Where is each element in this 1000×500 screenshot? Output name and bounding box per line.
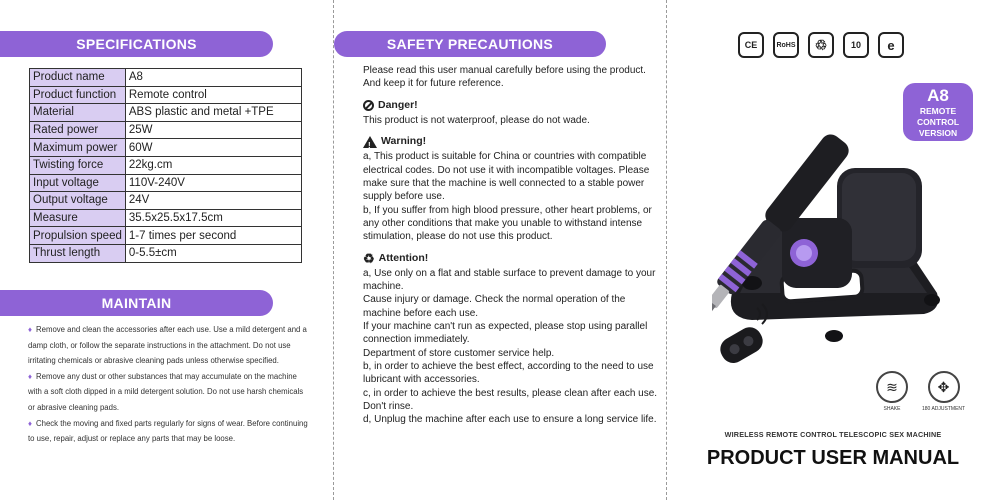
ce-mark-icon: CE (738, 32, 764, 58)
product-image (712, 88, 952, 373)
warning-item: a, This product is suitable for China or countries with compatible electrical codes. Do not use it with incompatible voltages. Please make sure that the machine is well connected to a stable power supply before use. (363, 151, 650, 203)
bullet-icon: ♦ (28, 325, 32, 334)
spec-key: Thrust length (30, 244, 126, 262)
recycle-icon: ♲ (808, 32, 834, 58)
warning-heading: ! Warning! (363, 135, 663, 148)
spec-key: Measure (30, 209, 126, 227)
attention-item: b, in order to achieve the best effect, according to the need to use lubricant with accessories. (363, 360, 654, 386)
badge-line: CONTROL (916, 117, 960, 127)
maintain-banner: MAINTAIN (0, 290, 273, 316)
spec-row (30, 209, 302, 227)
maintain-list (28, 322, 310, 447)
danger-heading: Danger! (363, 99, 663, 112)
spec-row (30, 192, 302, 210)
maintain-item: ♦ Remove any dust or other substances that may accumulate on the machine with a soft cloth dipped in a mild detergent solution. Do not use harsh chemicals or abrasive cleaning pads. (28, 371, 304, 412)
e-mark-icon: e (878, 32, 904, 58)
adjust-arrows-icon: ✥ (928, 371, 960, 403)
spec-value: 60W (125, 139, 301, 157)
feature-adjustment (922, 371, 965, 412)
fold-line-right (666, 0, 667, 500)
recycle-attention-icon: ♻ (363, 250, 375, 266)
spec-row (30, 244, 302, 262)
spec-key: Rated power (30, 121, 126, 139)
attention-heading: ♻ Attention! (363, 250, 429, 266)
spec-key: Maximum power (30, 139, 126, 157)
prohibited-icon (363, 100, 374, 111)
warning-item: b, If you suffer from high blood pressure, other heart problems, or any other conditions that make you unable to withstand intense stimulation, please do not use this product. (363, 204, 652, 243)
spec-value: A8 (125, 69, 301, 87)
spec-value: 1-7 times per second (125, 227, 301, 245)
bullet-icon: ♦ (28, 418, 32, 428)
maintain-item: ♦ Check the moving and fixed parts regularly for signs of wear. Before continuing to use, repair, adjust or replace any parts that may be loose. (28, 418, 308, 444)
attention-item: Cause injury or damage. Check the normal operation of the machine before each use. (363, 294, 626, 319)
shake-icon: ≋ (876, 371, 908, 403)
spec-row (30, 86, 302, 104)
certification-icons (738, 32, 904, 58)
spec-row (30, 139, 302, 157)
danger-text: This product is not waterproof, please do not wade. (363, 114, 590, 126)
specifications-table (29, 68, 302, 263)
specifications-banner: SPECIFICATIONS (0, 31, 273, 57)
spec-key: Material (30, 104, 126, 122)
spec-value: 25W (125, 121, 301, 139)
spec-value: Remote control (125, 86, 301, 104)
attention-item: a, Use only on a flat and stable surface to prevent damage to your machine. (363, 267, 656, 293)
spec-key: Twisting force (30, 156, 126, 174)
safety-intro: Please read this user manual carefully before using the product. And keep it for future reference. (363, 65, 646, 90)
spec-key: Product function (30, 86, 126, 104)
cover-title: PRODUCT USER MANUAL (706, 447, 960, 469)
spec-row (30, 104, 302, 122)
feature-label: SHAKE (883, 406, 901, 412)
spec-key: Product name (30, 69, 126, 87)
spec-row (30, 121, 302, 139)
badge-line: REMOTE (919, 106, 957, 116)
bullet-icon: ♦ (28, 371, 32, 381)
maintain-item: ♦ Remove and clean the accessories after each use. Use a mild detergent and a damp cloth, or follow the separate instructions in the attachment. Do not use irritating chemicals or abrasive cleaning pads unless otherwise specified. (28, 325, 307, 366)
feature-shake (876, 371, 908, 412)
cover-subtitle: WIRELESS REMOTE CONTROL TELESCOPIC SEX MACHINE (724, 430, 942, 439)
spec-value: 24V (125, 192, 301, 210)
spec-row (30, 69, 302, 87)
rohs-icon: RoHS (773, 32, 799, 58)
spec-value: ABS plastic and metal +TPE (125, 104, 301, 122)
spec-key: Propulsion speed (30, 227, 126, 245)
spec-value: 22kg.cm (125, 156, 301, 174)
badge-model: A8 (927, 86, 949, 105)
attention-item: c, in order to achieve the best results, please clean after each use. Don't rinse. (363, 387, 658, 412)
safety-banner: SAFETY PRECAUTIONS (334, 31, 606, 57)
spec-row (30, 174, 302, 192)
spec-value: 110V-240V (125, 174, 301, 192)
spec-value: 35.5x25.5x17.5cm (125, 209, 301, 227)
spec-key: Input voltage (30, 174, 126, 192)
feature-label: 180 ADJUSTMENT (922, 406, 966, 412)
safety-content (363, 64, 663, 426)
attention-item: If your machine can't run as expected, please stop using parallel connection immediately. (363, 321, 648, 346)
fold-line-left (333, 0, 334, 500)
spec-row (30, 227, 302, 245)
attention-item: Department of store customer service help. (363, 347, 555, 359)
attention-item: d, Unplug the machine after each use to ensure a long service life. (363, 414, 657, 426)
spec-value: 0-5.5±cm (125, 244, 301, 262)
warning-triangle-icon: ! (363, 136, 377, 148)
eco-10-icon: 10 (843, 32, 869, 58)
spec-row (30, 156, 302, 174)
badge-line: VERSION (918, 128, 958, 138)
spec-key: Output voltage (30, 192, 126, 210)
